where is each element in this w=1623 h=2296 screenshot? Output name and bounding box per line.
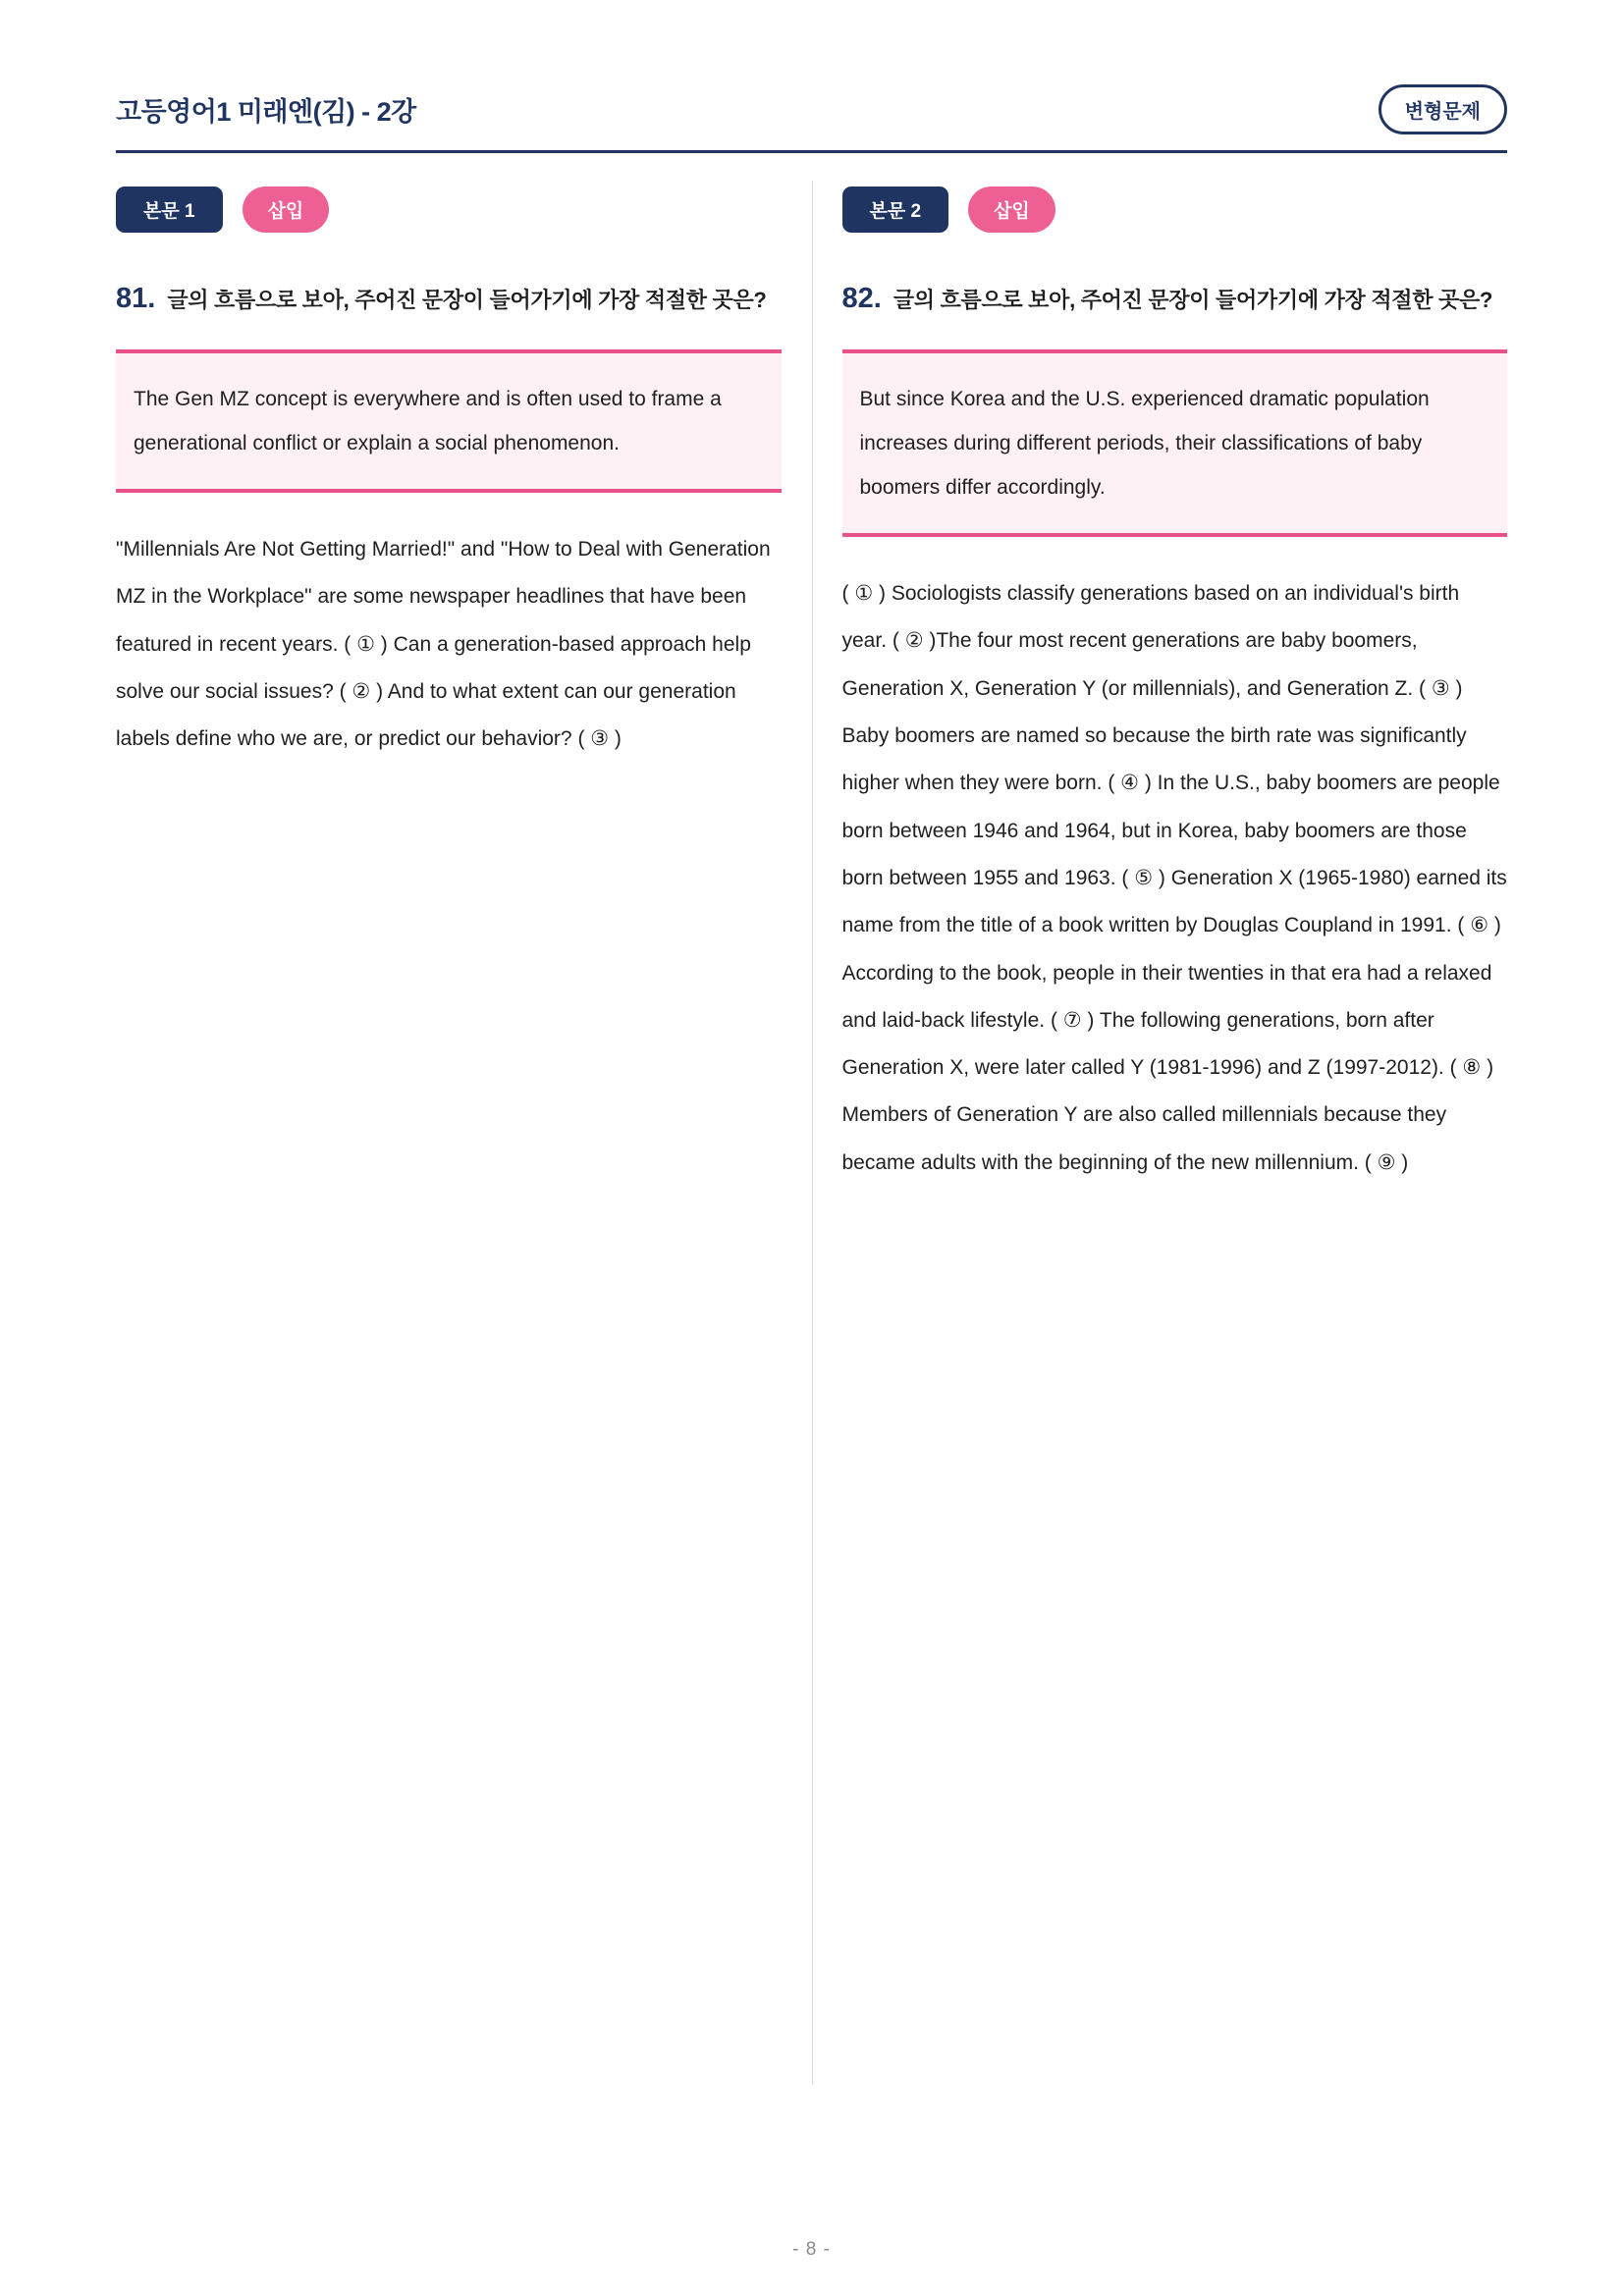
question-82-section [842,181,1508,2154]
exam-type-badge: 변형문제 [1379,84,1507,134]
badge-row [842,187,1508,233]
footer [0,2239,1623,2261]
given-sentence-text: The Gen MZ concept is everywhere and is often used to frame a generational conflict or explain a social phenomenon. [134,387,722,454]
passage-text: ( ① ) Sociologists classify generations based on an individual's birth year. ( ② )The four most recent generations are baby boomers, Generation X, Generation Y (or millennials), and Generation Z. ( ③ ) Baby boomers are named so because the birth rate was significantly higher when they were born. ( ④ ) In the U.S., baby boomers are people born between 1946 and 1964, but in Korea, baby boomers are those born between 1955 and 1963. ( ⑤ ) Generation X (1965-1980) earned its name from the title of a book written by Douglas Coupland in 1991. ( ⑥ ) According to the book, people in their twenties in that era had a relaxed and laid-back lifestyle. ( ⑦ ) The following generations, born after Generation X, were later called Y (1981-1996) and Z (1997-2012). ( ⑧ ) Members of Generation Y are also called millennials because they became adults with the beginning of the new millennium. ( ⑨ ) [841,582,1507,1174]
question-number: 82. [841,283,882,314]
question-text: 글의 흐름으로 보아, 주어진 문장이 들어가기에 가장 적절한 곳은? [893,288,1493,312]
question-line [116,274,782,324]
given-sentence-text: But since Korea and the U.S. experienced dramatic population increases during different periods, their classifications of baby boomers differ accordingly. [859,387,1430,500]
question-number: 81. [116,283,156,314]
page-title: 고등영어1 미래엔(김) - 2강 [116,97,416,127]
source-badge: 본문 1 [116,187,223,233]
content-columns [116,181,1507,2154]
source-badge: 본문 2 [842,187,949,233]
question-text: 글의 흐름으로 보아, 주어진 문장이 들어가기에 가장 적절한 곳은? [167,288,767,312]
passage-text: "Millennials Are Not Getting Married!" and "How to Deal with Generation MZ in the Workplace" are some newspaper headlines that have been featured in recent years. ( ① ) Can a generation-based approach help solve our social issues? ( ② ) And to what extent can our generation labels define who we are, or predict our behavior? ( ③ ) [116,538,771,751]
question-line [842,274,1508,324]
insert-type-badge: 삽입 [968,187,1055,233]
given-sentence-box [842,349,1508,537]
question-81-section [116,181,782,2154]
badge-row [116,187,782,233]
insert-type-badge: 삽입 [243,187,330,233]
page-number: - 8 - [792,2239,831,2260]
header [116,84,1507,153]
column-divider [812,181,813,2085]
header-row [116,84,1507,153]
given-sentence-box [116,349,782,493]
